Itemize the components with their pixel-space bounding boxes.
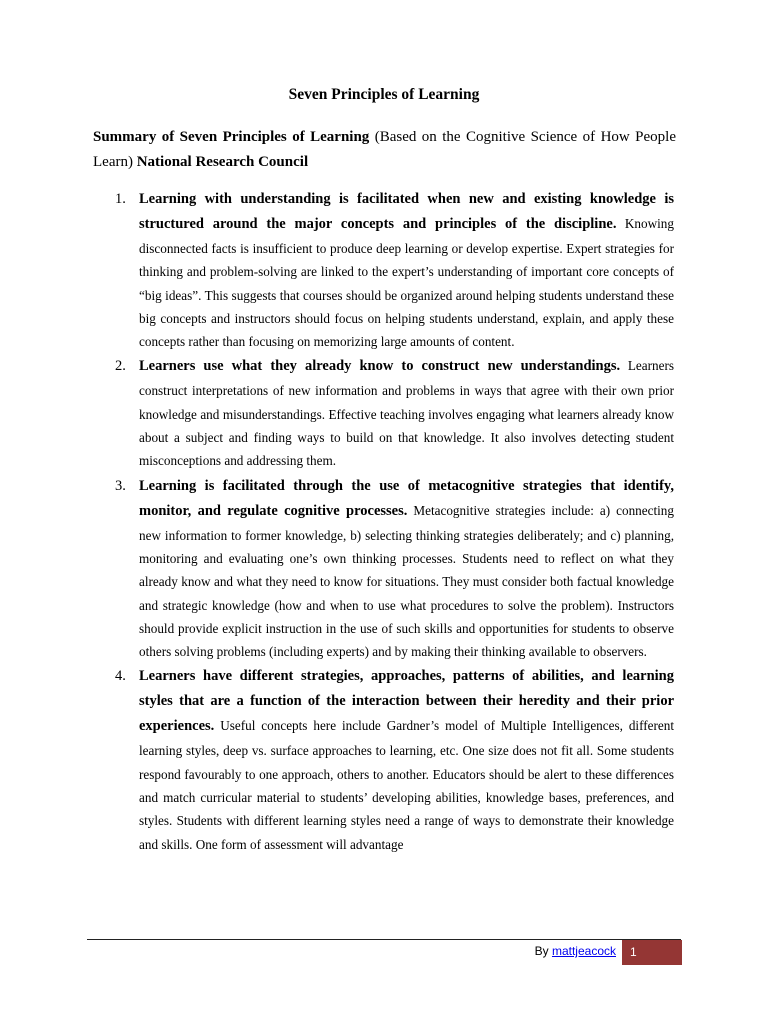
principle-number: 4. [115, 668, 126, 685]
principle-item [115, 187, 674, 353]
principle-lead: Learning is facilitated through the use of metacognitive strategies that identify, monitor, and regulate cognitive processes. [139, 477, 674, 519]
summary-middle: (Based on the Cognitive Science of How People Learn) [93, 129, 676, 170]
principle-body: Useful concepts here include Gardner’s model of Multiple Intelligences, different learning styles, deep vs. surface approaches to learning, etc. One size does not fit all. Some students respond favourably to one approach, others to another. Educators should be alert to these differences and match curricular material to students’ developing abilities, knowledge bases, preferences, and styles. Students with different learning styles need a range of ways to demonstrate their knowledge and skills. One form of assessment will advantage [139, 718, 674, 852]
principle-lead: Learning with understanding is facilitated when new and existing knowledge is structured around the major concepts and principles of the discipline. [139, 191, 674, 232]
principle-body: Metacognitive strategies include: a) connecting new information to former knowledge, b) selecting thinking strategies deliberately; and c) planning, monitoring and evaluating one’s own thinking processes. Students need to reflect on what they already know and what they need to know for situations. They must consider both factual knowledge and strategic knowledge (how and when to use what procedures to solve the problem). Instructors should provide explicit instruction in the use of such skills and opportunities for students to observe others solving problems (including experts) and by making their thinking available to observers. [139, 502, 674, 660]
principle-item [115, 354, 674, 472]
principle-lead: Learners have different strategies, approaches, patterns of abilities, and learning styles that are a function of the interaction between their heredity and their prior experiences. [139, 668, 674, 735]
page-number-badge: 1 [622, 940, 682, 965]
principles-list [115, 187, 674, 857]
summary-bold-intro: Summary of Seven Principles of Learning [93, 129, 370, 145]
summary-paragraph [93, 125, 676, 175]
summary-source: National Research Council [136, 154, 309, 170]
principle-body: Knowing disconnected facts is insufficient to produce deep learning or develop expertise. Expert strategies for thinking and problem-solving are linked to the expert’s understanding of important core concepts of “big ideas”. This suggests that courses should be organized around helping students understand these big concepts and instructors should focus on helping students understand, explain, and apply these concepts rather than focusing on memorizing large amounts of content. [139, 216, 674, 350]
principle-number: 2. [115, 358, 126, 375]
principle-item [115, 664, 674, 855]
document-title: Seven Principles of Learning [288, 86, 480, 103]
footer-divider [87, 939, 681, 940]
principle-item [115, 474, 674, 664]
author-link[interactable]: mattjeacock [551, 944, 616, 958]
footer-by-label: By [534, 944, 549, 958]
principle-number: 3. [115, 477, 126, 494]
footer-byline [440, 944, 616, 958]
principle-lead: Learners use what they already know to construct new understandings. [139, 358, 621, 375]
principle-body: Learners construct interpretations of new information and problems in ways that agree with their own prior knowledge and misunderstandings. Effective teaching involves engaging what learners already know about a subject and finding ways to build on that knowledge. It also involves detecting student misconceptions and addressing them. [139, 358, 674, 469]
principle-number: 1. [115, 191, 126, 207]
